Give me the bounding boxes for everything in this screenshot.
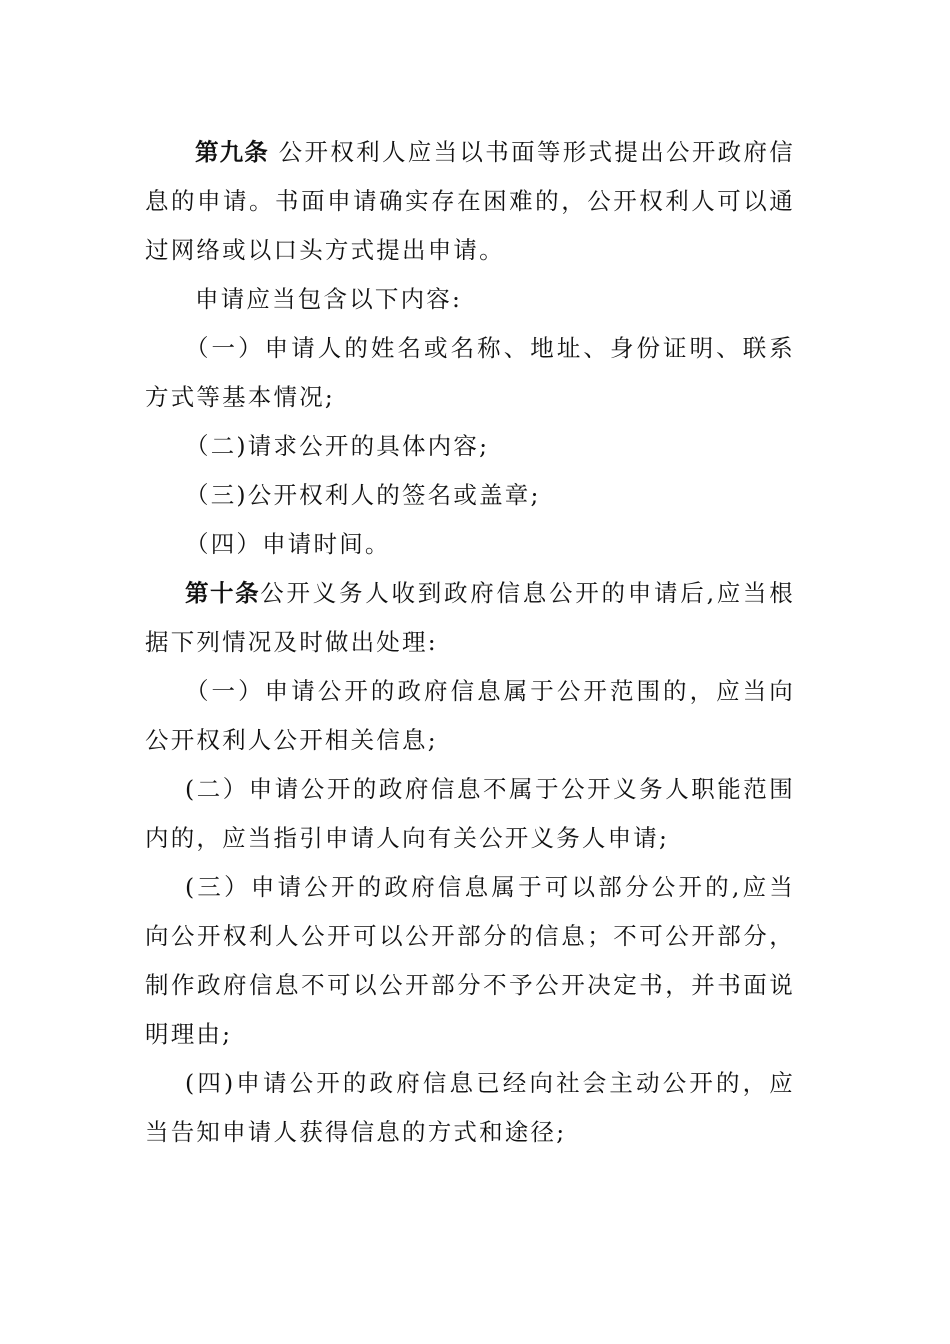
article-9-paragraph	[145, 128, 795, 275]
article-10-heading: 第十条	[185, 579, 261, 607]
article-10-item-3: (三）申请公开的政府信息属于可以部分公开的,应当向公开权利人公开可以公开部分的信息；不可公开部分，制作政府信息不可以公开部分不予公开决定书，并书面说明理由;	[145, 873, 795, 1048]
article-9-item-4: （四）申请时间。	[185, 530, 391, 558]
article-9-item-2: （二)请求公开的具体内容;	[185, 432, 490, 460]
article-10-body: 公开义务人收到政府信息公开的申请后,应当根据下列情况及时做出处理:	[145, 579, 796, 656]
article-9-intro: 申请应当包含以下内容:	[195, 285, 463, 313]
document-page	[145, 128, 795, 1157]
article-10-paragraph	[145, 569, 795, 667]
article-9-heading: 第九条	[195, 138, 269, 166]
article-10-item-4: (四)申请公开的政府信息已经向社会主动公开的，应当告知申请人获得信息的方式和途径;	[145, 1069, 795, 1146]
article-10-item-1: （一）申请公开的政府信息属于公开范围的，应当向公开权利人公开相关信息;	[145, 677, 795, 754]
article-9-item-1: （一）申请人的姓名或名称、地址、身份证明、联系方式等基本情况;	[145, 334, 795, 411]
article-9-body: 公开权利人应当以书面等形式提出公开政府信息的申请。书面申请确实存在困难的，公开权利人可以通过网络或以口头方式提出申请。	[145, 138, 796, 264]
article-9-item-3: （三)公开权利人的签名或盖章;	[185, 481, 541, 509]
article-10-item-2: (二）申请公开的政府信息不属于公开义务人职能范围内的，应当指引申请人向有关公开义务人申请;	[145, 775, 795, 852]
